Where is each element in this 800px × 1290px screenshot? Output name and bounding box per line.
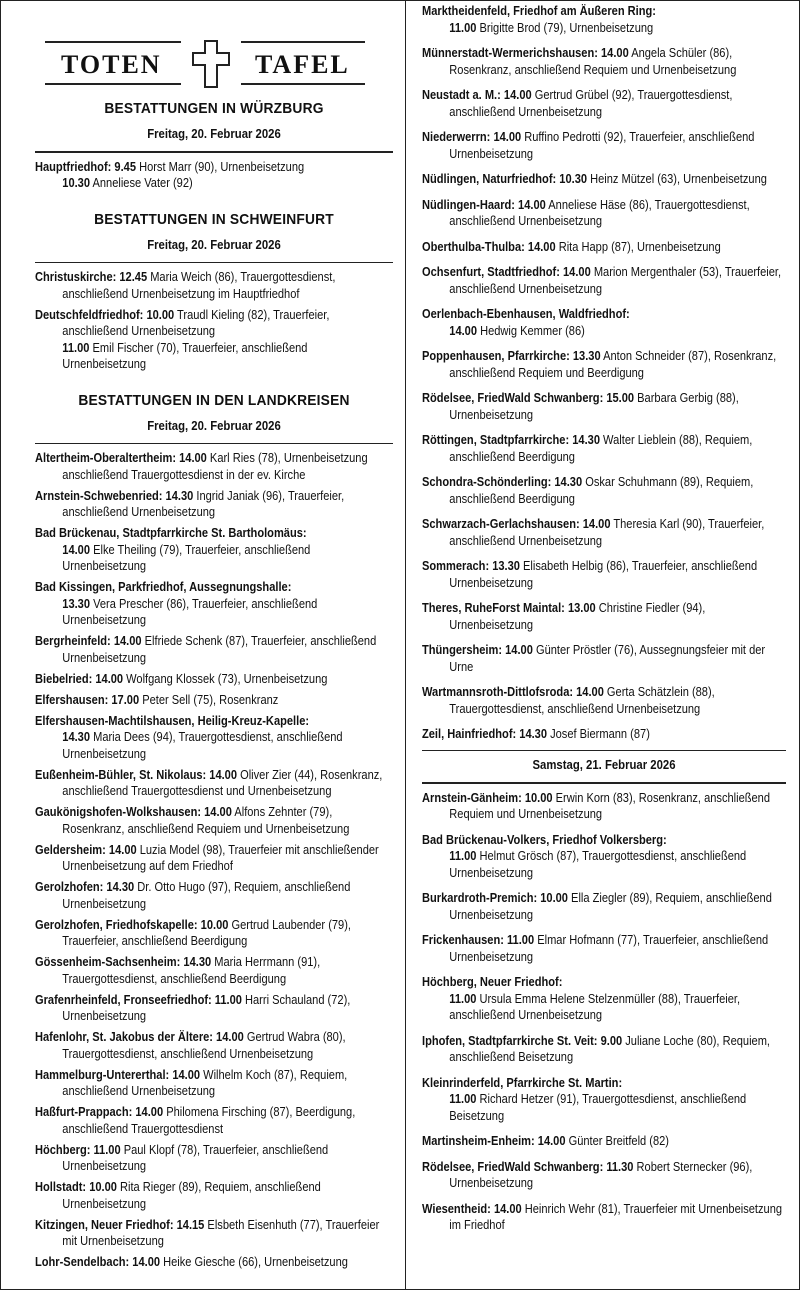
entry-text: Maria Weich (86), Trauergottesdienst, anschließend Urnenbeisetzung im Hauptfriedhof bbox=[62, 270, 336, 301]
entry-text: Gertrud Wabra (80), Trauergottesdienst, anschließend Urnenbeisetzung bbox=[62, 1030, 346, 1061]
list-item bbox=[35, 1217, 394, 1250]
entry-time: 13.30 bbox=[572, 349, 601, 363]
section-title: BESTATTUNGEN IN WÜRZBURG bbox=[104, 100, 324, 117]
entry-time: 14.00 bbox=[527, 239, 556, 254]
entry-text: Ingrid Janiak (96), Trauerfeier, anschließend Urnenbeisetzung bbox=[62, 488, 345, 519]
entry-time: 12.45 bbox=[119, 270, 148, 284]
entry-text: Paul Klopf (78), Trauerfeier, anschließend Urnenbeisetzung bbox=[62, 1142, 329, 1173]
list-item bbox=[422, 684, 787, 717]
entry-place: Iphofen, Stadtpfarrkirche St. Veit: bbox=[422, 1033, 598, 1048]
list-item bbox=[35, 450, 394, 483]
entry-place: Deutschfeldfriedhof: bbox=[35, 307, 144, 322]
entry-text: Erwin Korn (83), Rosenkranz, anschließend Requiem und Urnenbeisetzung bbox=[449, 790, 771, 821]
entry-text: Dr. Otto Hugo (97), Requiem, anschließend Urnenbeisetzung bbox=[62, 880, 351, 911]
entry-text: Ella Ziegler (89), Requiem, anschließend Urnenbeisetzung bbox=[449, 891, 772, 922]
list-item bbox=[422, 558, 787, 591]
entry-place: Elfershausen: bbox=[35, 692, 109, 707]
entry-text: Marion Mergenthaler (53), Trauerfeier, anschließend Urnenbeisetzung bbox=[449, 265, 782, 296]
entry-place: Röttingen, Stadtpfarrkirche: bbox=[422, 433, 570, 447]
entry-place: Bergrheinfeld: bbox=[35, 634, 111, 648]
entry-text: Elfriede Schenk (87), Trauerfeier, anschließend Urnenbeisetzung bbox=[62, 634, 377, 665]
list-item bbox=[35, 633, 394, 666]
entry-place: Schwarzach-Gerlachshausen: bbox=[422, 517, 580, 531]
entry-time: 14.00 bbox=[172, 1067, 201, 1082]
list-item bbox=[35, 525, 394, 575]
entry-text: Christine Fiedler (94), Urnenbeisetzung bbox=[449, 601, 706, 632]
entry-place: Christuskirche: bbox=[35, 270, 117, 284]
entry-time: 14.00 bbox=[582, 517, 611, 531]
entry-time: 10.00 bbox=[540, 891, 568, 905]
entry-place: Rödelsee, FriedWald Schwanberg: bbox=[422, 1159, 604, 1174]
entry-time: 14.00 bbox=[204, 805, 232, 819]
entry-place: Lohr-Sendelbach: bbox=[35, 1255, 130, 1269]
list-item bbox=[422, 390, 787, 423]
masthead-left-word: TOTEN bbox=[57, 50, 166, 80]
entry-time: 14.00 bbox=[537, 1134, 566, 1148]
entry-time: 14.00 bbox=[113, 634, 142, 648]
list-item bbox=[422, 432, 787, 465]
entry-place: Arnstein-Gänheim: bbox=[422, 790, 522, 805]
entry-place: Arnstein-Schwebenried: bbox=[35, 488, 163, 503]
section-schweinfurt bbox=[35, 210, 393, 373]
entry-second-line bbox=[62, 175, 394, 192]
entry-place: Gerolzhofen, Friedhofskapelle: bbox=[35, 917, 198, 932]
entry-place: Burkardroth-Premich: bbox=[422, 891, 538, 905]
entry-place: Wiesentheid: bbox=[422, 1201, 491, 1216]
entry-second-line bbox=[62, 596, 394, 629]
entry-text: Günter Breitfeld (82) bbox=[565, 1134, 669, 1148]
list-item bbox=[35, 917, 394, 950]
entry-time: 15.00 bbox=[606, 391, 635, 405]
entry-text: Heike Giesche (66), Urnenbeisetzung bbox=[160, 1255, 348, 1269]
entry-time: 14.30 bbox=[519, 727, 548, 741]
entry-text: Rita Happ (87), Urnenbeisetzung bbox=[555, 239, 721, 254]
list-item bbox=[422, 726, 787, 743]
list-item bbox=[35, 954, 394, 987]
entry-time: 11.00 bbox=[449, 849, 477, 863]
section-date: Freitag, 20. Februar 2026 bbox=[147, 418, 281, 433]
entry-place: Wartmannsroth-Dittlofsroda: bbox=[422, 685, 574, 699]
list-item bbox=[422, 306, 787, 339]
entry-place: Frickenhausen: bbox=[422, 933, 504, 947]
entry-place: Kleinrinderfeld, Pfarrkirche St. Martin: bbox=[422, 1075, 623, 1090]
masthead-right-word: TAFEL bbox=[251, 50, 354, 80]
entry-text: Brigitte Brod (79), Urnenbeisetzung bbox=[476, 20, 654, 35]
entry-place: Ochsenfurt, Stadtfriedhof: bbox=[422, 265, 560, 279]
section-date: Samstag, 21. Februar 2026 bbox=[532, 758, 676, 772]
entry-time: 14.30 bbox=[572, 433, 600, 447]
entry-text: Anneliese Vater (92) bbox=[90, 176, 193, 190]
entry-place: Altertheim-Oberaltertheim: bbox=[35, 451, 177, 465]
entry-text: Helmut Grösch (87), Trauergottesdienst, anschließend Urnenbeisetzung bbox=[449, 849, 747, 880]
entry-place: Bad Brückenau-Volkers, Friedhof Volkersberg: bbox=[422, 832, 667, 847]
list-item bbox=[422, 790, 787, 823]
entry-text: Gerta Schätzlein (88), Trauergottesdienst, anschließend Urnenbeisetzung bbox=[449, 685, 715, 716]
entry-time: 14.00 bbox=[62, 542, 91, 557]
entry-place: Nüdlingen, Naturfriedhof: bbox=[422, 172, 557, 186]
entry-time: 11.30 bbox=[606, 1159, 634, 1174]
section-date: Freitag, 20. Februar 2026 bbox=[147, 237, 281, 252]
list-item bbox=[35, 269, 394, 302]
list-item bbox=[35, 992, 394, 1025]
entry-time: 14.00 bbox=[95, 671, 124, 686]
entry-place: Bad Kissingen, Parkfriedhof, Aussegnungshalle: bbox=[35, 580, 292, 594]
list-item bbox=[35, 1067, 394, 1100]
entry-text: Josef Biermann (87) bbox=[547, 727, 650, 741]
entry-place: Geldersheim: bbox=[35, 842, 106, 857]
entry-list bbox=[422, 3, 786, 743]
entry-time: 10.00 bbox=[146, 307, 175, 322]
list-item bbox=[422, 1201, 787, 1234]
entry-place: Münnerstadt-Wermerichshausen: bbox=[422, 46, 598, 60]
entry-time: 14.00 bbox=[209, 767, 238, 782]
entry-text: Emil Fischer (70), Trauerfeier, anschließend Urnenbeisetzung bbox=[62, 340, 308, 371]
section-wuerzburg bbox=[35, 99, 393, 192]
entry-text: Maria Herrmann (91), Trauergottesdienst, anschließend Beerdigung bbox=[62, 955, 321, 986]
entry-text: Harri Schauland (72), Urnenbeisetzung bbox=[62, 992, 351, 1023]
entry-text: Peter Sell (75), Rosenkranz bbox=[139, 692, 279, 707]
entry-place: Poppenhausen, Pfarrkirche: bbox=[422, 349, 570, 363]
entry-text: Theresia Karl (90), Trauerfeier, anschließend Urnenbeisetzung bbox=[449, 517, 765, 548]
entry-text: Karl Ries (78), Urnenbeisetzung anschließend Trauergottesdienst in der ev. Kirche bbox=[62, 451, 368, 482]
list-item bbox=[422, 45, 787, 78]
list-item bbox=[35, 713, 394, 763]
list-item bbox=[35, 1104, 394, 1137]
entry-text: Richard Hetzer (91), Trauergottesdienst, anschließend Beisetzung bbox=[449, 1092, 747, 1123]
entry-text: Maria Dees (94), Trauergottesdienst, anschließend Urnenbeisetzung bbox=[62, 730, 343, 761]
list-item bbox=[35, 488, 394, 521]
list-item bbox=[35, 579, 394, 629]
entry-time: 14.00 bbox=[135, 1105, 164, 1119]
entry-second-line bbox=[449, 848, 787, 881]
entry-place: Hollstadt: bbox=[35, 1180, 87, 1194]
list-item bbox=[35, 1254, 394, 1271]
left-column bbox=[35, 1, 393, 1275]
entry-time: 14.00 bbox=[563, 265, 591, 279]
entry-place: Thüngersheim: bbox=[422, 643, 503, 657]
date-rule bbox=[422, 782, 786, 784]
entry-time: 11.00 bbox=[449, 991, 477, 1006]
list-item bbox=[35, 671, 394, 688]
entry-text: Horst Marr (90), Urnenbeisetzung bbox=[135, 159, 305, 174]
entry-time: 14.00 bbox=[493, 1201, 522, 1216]
entry-text: Vera Prescher (86), Trauerfeier, anschließend Urnenbeisetzung bbox=[62, 596, 318, 627]
entry-time: 14.00 bbox=[132, 1255, 161, 1269]
entry-time: 17.00 bbox=[111, 692, 140, 707]
entry-text: Anneliese Häse (86), Trauergottesdienst, anschließend Urnenbeisetzung bbox=[449, 197, 750, 228]
entry-text: Angela Schüler (86), Rosenkranz, anschließend Requiem und Urnenbeisetzung bbox=[449, 46, 737, 77]
entry-time: 11.00 bbox=[507, 933, 535, 947]
entry-time: 9.00 bbox=[600, 1033, 623, 1048]
entry-time: 14.00 bbox=[601, 46, 629, 60]
entry-time: 11.00 bbox=[93, 1142, 121, 1157]
saturday-rule-top bbox=[422, 750, 786, 752]
entry-text: Elisabeth Helbig (86), Trauerfeier, anschließend Urnenbeisetzung bbox=[449, 559, 758, 590]
entry-second-line bbox=[449, 323, 787, 340]
entry-place: Gerolzhofen: bbox=[35, 880, 104, 894]
list-item bbox=[35, 1179, 394, 1212]
entry-time: 14.00 bbox=[518, 197, 546, 212]
entry-place: Marktheidenfeld, Friedhof am Äußeren Ring: bbox=[422, 4, 656, 18]
date-rule bbox=[35, 443, 393, 445]
column-divider bbox=[405, 1, 406, 1290]
entry-time: 11.00 bbox=[214, 992, 242, 1007]
entry-place: Niederwerrn: bbox=[422, 130, 491, 144]
list-item bbox=[422, 264, 787, 297]
cross-icon bbox=[181, 35, 241, 91]
list-item bbox=[422, 348, 787, 381]
entry-text: Oskar Schuhmann (89), Requiem, anschließend Beerdigung bbox=[449, 475, 754, 506]
entry-text: Wilhelm Koch (87), Requiem, anschließend Urnenbeisetzung bbox=[62, 1067, 348, 1098]
entry-place: Höchberg, Neuer Friedhof: bbox=[422, 975, 563, 989]
entry-place: Grafenrheinfeld, Fronseefriedhof: bbox=[35, 992, 212, 1007]
entry-place: Martinsheim-Enheim: bbox=[422, 1134, 535, 1148]
list-item bbox=[422, 1159, 787, 1192]
entry-text: Gertrud Grübel (92), Trauergottesdienst, anschließend Urnenbeisetzung bbox=[449, 88, 733, 119]
entry-second-line bbox=[62, 729, 394, 762]
entry-place: Hammelburg-Untererthal: bbox=[35, 1067, 170, 1082]
entry-second-line bbox=[62, 340, 394, 373]
entry-list bbox=[422, 790, 786, 1234]
entry-text: Philomena Firsching (87), Beerdigung, anschließend Trauergottesdienst bbox=[62, 1105, 356, 1136]
list-item bbox=[35, 879, 394, 912]
list-item bbox=[422, 129, 787, 162]
entry-text: Hedwig Kemmer (86) bbox=[477, 323, 585, 338]
entry-place: Eußenheim-Bühler, St. Nikolaus: bbox=[35, 767, 207, 782]
entry-time: 14.00 bbox=[179, 451, 207, 465]
entry-text: Elmar Hofmann (77), Trauerfeier, anschließend Urnenbeisetzung bbox=[449, 933, 769, 964]
entry-place: Elfershausen-Machtilshausen, Heilig-Kreuz-Kapelle: bbox=[35, 713, 310, 728]
entry-time: 14.30 bbox=[554, 475, 583, 489]
list-item bbox=[422, 197, 787, 230]
entry-text: Heinrich Wehr (81), Trauerfeier mit Urnenbeisetzung im Friedhof bbox=[449, 1201, 783, 1232]
list-item bbox=[35, 767, 394, 800]
entry-time: 14.00 bbox=[108, 842, 137, 857]
section-title: BESTATTUNGEN IN SCHWEINFURT bbox=[94, 210, 334, 228]
list-item bbox=[35, 804, 394, 837]
entry-time: 14.30 bbox=[183, 955, 212, 969]
date-rule bbox=[35, 262, 393, 264]
entry-place: Theres, RuheForst Maintal: bbox=[422, 601, 565, 615]
entry-text: Robert Sternecker (96), Urnenbeisetzung bbox=[449, 1159, 753, 1190]
entry-place: Hauptfriedhof: bbox=[35, 159, 112, 174]
list-item bbox=[422, 890, 787, 923]
list-item bbox=[35, 692, 394, 709]
entry-text: Günter Pröstler (76), Aussegnungsfeier mit der Urne bbox=[449, 643, 766, 674]
list-item bbox=[35, 1142, 394, 1175]
entry-time: 14.00 bbox=[493, 130, 522, 144]
entry-second-line bbox=[62, 542, 394, 575]
list-item bbox=[422, 87, 787, 120]
entry-second-line bbox=[449, 1091, 787, 1124]
list-item bbox=[422, 642, 787, 675]
list-item bbox=[35, 307, 394, 373]
entry-place: Zeil, Hainfriedhof: bbox=[422, 727, 517, 741]
entry-time: 10.30 bbox=[559, 172, 588, 186]
entry-place: Kitzingen, Neuer Friedhof: bbox=[35, 1217, 174, 1232]
list-item bbox=[422, 171, 787, 188]
list-item bbox=[422, 239, 787, 256]
entry-list bbox=[35, 269, 393, 373]
entry-time: 10.30 bbox=[62, 176, 91, 190]
entry-place: Nüdlingen-Haard: bbox=[422, 197, 515, 212]
list-item bbox=[422, 600, 787, 633]
entry-time: 9.45 bbox=[114, 159, 136, 174]
entry-time: 14.30 bbox=[62, 730, 91, 744]
entry-place: Oberthulba-Thulba: bbox=[422, 239, 525, 254]
entry-time: 14.30 bbox=[106, 880, 135, 894]
entry-place: Oerlenbach-Ebenhausen, Waldfriedhof: bbox=[422, 307, 630, 321]
entry-time: 14.00 bbox=[449, 323, 478, 338]
entry-second-line bbox=[449, 991, 787, 1024]
entry-place: Gössenheim-Sachsenheim: bbox=[35, 955, 181, 969]
list-item bbox=[422, 3, 787, 36]
entry-text: Luzia Model (98), Trauerfeier mit anschließender Urnenbeisetzung auf dem Friedhof bbox=[62, 842, 379, 873]
section-landkreise bbox=[35, 391, 393, 1271]
entry-place: Gaukönigshofen-Wolkshausen: bbox=[35, 805, 202, 819]
entry-text: Oliver Zier (44), Rosenkranz, anschließend Trauergottesdienst und Urnenbeisetzung bbox=[62, 767, 383, 798]
entry-time: 10.00 bbox=[200, 917, 229, 932]
entry-time: 10.00 bbox=[89, 1180, 117, 1194]
entry-text: Heinz Mützel (63), Urnenbeisetzung bbox=[587, 172, 767, 186]
entry-time: 13.00 bbox=[567, 601, 596, 615]
entry-place: Haßfurt-Prappach: bbox=[35, 1105, 133, 1119]
entry-place: Rödelsee, FriedWald Schwanberg: bbox=[422, 391, 604, 405]
entry-time: 11.00 bbox=[449, 1092, 477, 1106]
entry-text: Alfons Zehnter (79), Rosenkranz, anschließend Requiem und Urnenbeisetzung bbox=[62, 805, 350, 836]
entry-text: Ruffino Pedrotti (92), Trauerfeier, anschließend Urnenbeisetzung bbox=[449, 130, 755, 161]
entry-second-line bbox=[449, 20, 787, 37]
entry-text: Ursula Emma Helene Stelzenmüller (88), Trauerfeier, anschließend Urnenbeisetzung bbox=[449, 991, 741, 1022]
list-item bbox=[422, 1033, 787, 1066]
entry-text: Barbara Gerbig (88), Urnenbeisetzung bbox=[449, 391, 739, 422]
entry-time: 13.30 bbox=[62, 596, 91, 611]
list-item bbox=[422, 516, 787, 549]
masthead bbox=[35, 1, 393, 95]
list-item bbox=[35, 159, 394, 192]
entry-text: Wolfgang Klossek (73), Urnenbeisetzung bbox=[123, 671, 328, 686]
list-item bbox=[422, 474, 787, 507]
list-item bbox=[422, 932, 787, 965]
list-item bbox=[422, 1133, 787, 1150]
entry-text: Juliane Loche (80), Requiem, anschließend Beisetzung bbox=[449, 1033, 771, 1064]
list-item bbox=[35, 842, 394, 875]
entry-place: Neustadt a. M.: bbox=[422, 88, 501, 102]
section-date: Freitag, 20. Februar 2026 bbox=[147, 127, 281, 141]
entry-place: Biebelried: bbox=[35, 671, 93, 686]
entry-place: Schondra-Schönderling: bbox=[422, 475, 552, 489]
entry-time: 14.00 bbox=[505, 643, 533, 657]
entry-place: Hafenlohr, St. Jakobus der Ältere: bbox=[35, 1030, 213, 1044]
list-item bbox=[35, 1029, 394, 1062]
entry-time: 14.00 bbox=[576, 685, 604, 699]
list-item bbox=[422, 832, 787, 882]
entry-text: Anton Schneider (87), Rosenkranz, anschließend Requiem und Beerdigung bbox=[449, 349, 777, 380]
entry-text: Elke Theiling (79), Trauerfeier, anschließend Urnenbeisetzung bbox=[62, 542, 311, 573]
list-item bbox=[422, 1075, 787, 1125]
date-rule bbox=[35, 151, 393, 153]
entry-text: Traudl Kieling (82), Trauerfeier, anschließend Urnenbeisetzung bbox=[62, 307, 330, 338]
section-title: BESTATTUNGEN IN DEN LANDKREISEN bbox=[78, 391, 350, 409]
entry-place: Höchberg: bbox=[35, 1142, 91, 1157]
entry-list bbox=[35, 159, 393, 192]
entry-text: Elsbeth Eisenhuth (77), Trauerfeier mit Urnenbeisetzung bbox=[62, 1217, 380, 1248]
right-column bbox=[422, 1, 786, 1243]
entry-time: 14.00 bbox=[216, 1030, 244, 1044]
section-saturday bbox=[422, 750, 786, 1234]
entry-time: 14.15 bbox=[176, 1217, 205, 1232]
entry-place: Bad Brückenau, Stadtpfarrkirche St. Bartholomäus: bbox=[35, 526, 307, 540]
entry-text: Gertrud Laubender (79), Trauerfeier, anschließend Beerdigung bbox=[62, 917, 351, 948]
entry-place: Sommerach: bbox=[422, 559, 490, 573]
entry-text: Rita Rieger (89), Requiem, anschließend Urnenbeisetzung bbox=[62, 1180, 321, 1211]
entry-time: 11.00 bbox=[62, 340, 90, 355]
entry-list bbox=[35, 450, 393, 1271]
entry-time: 10.00 bbox=[524, 790, 553, 805]
entry-time: 13.30 bbox=[492, 559, 520, 573]
entry-text: Walter Lieblein (88), Requiem, anschließend Beerdigung bbox=[449, 433, 753, 464]
entry-time: 14.30 bbox=[165, 488, 194, 503]
entry-time: 14.00 bbox=[503, 88, 532, 102]
entry-time: 11.00 bbox=[449, 20, 477, 35]
list-item bbox=[422, 974, 787, 1024]
